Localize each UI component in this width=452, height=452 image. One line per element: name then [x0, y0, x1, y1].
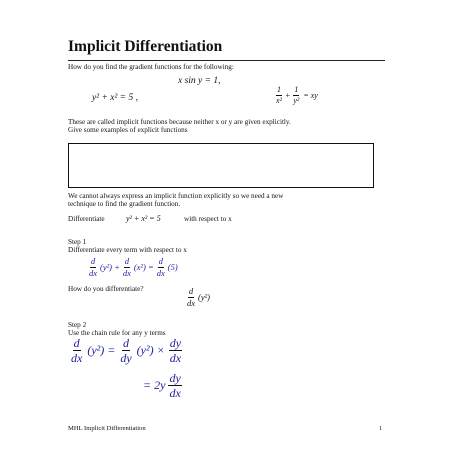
fraction-denominator: dx — [169, 351, 182, 365]
explanation-line-2: technique to find the gradient function. — [68, 200, 181, 208]
operator-numerator: d — [123, 336, 129, 350]
answer-box[interactable] — [68, 143, 374, 188]
fraction-numerator: 1 — [276, 85, 281, 94]
operator-numerator: d — [90, 256, 96, 266]
differentiate-wrt: with respect to x — [184, 215, 232, 223]
differentiate-equation: y² + x² = 5 — [126, 214, 161, 223]
differentiate-label: Differentiate — [68, 215, 105, 223]
explanation-line-1: We cannot always express an implicit function explicitly so we need a new — [68, 192, 284, 200]
step1-term-1: (y²) + — [100, 262, 120, 272]
equation-circle: y² + x² = 5 , — [92, 93, 138, 103]
step2-term-2: (y²) × — [136, 343, 165, 357]
step2-equation — [70, 337, 182, 364]
operator-numerator: d — [158, 256, 163, 266]
operator-denominator: dx — [71, 351, 83, 365]
fraction-1-over-x2 — [275, 86, 283, 105]
equation-reciprocals — [275, 86, 318, 105]
operator-denominator: dy — [120, 351, 132, 365]
operator-denominator: dx — [156, 267, 165, 278]
derivative-operator — [88, 257, 98, 277]
step2-text: Use the chain rule for any y terms — [68, 329, 166, 337]
derivative-operator — [119, 337, 132, 364]
derivative-operator — [186, 287, 196, 307]
dy-dx-fraction — [169, 337, 182, 364]
how-differentiate-question: How do you differentiate? — [68, 285, 144, 293]
step2-term-1: (y²) = — [87, 343, 116, 357]
derivative-operator — [70, 337, 83, 364]
implicit-explanation-line-1: These are called implicit functions because neither x or y are given explicitly. — [68, 118, 291, 126]
footer-page-number: 1 — [379, 425, 383, 432]
operator-denominator: dx — [187, 297, 196, 308]
page-title: Implicit Differentiation — [68, 38, 223, 55]
step1-term-3: (5) — [167, 262, 178, 272]
operator-numerator: d — [124, 256, 130, 266]
fraction-denominator: y² — [293, 96, 300, 105]
implicit-explanation-line-2: Give some examples of explicit functions — [68, 126, 188, 134]
dy-dx-fraction — [168, 372, 181, 399]
step2-result — [143, 372, 182, 399]
step1-text: Differentiate every term with respect to x — [68, 246, 187, 254]
derivative-operator — [122, 257, 132, 277]
footer-document-name: MHL Implicit Differentiation — [68, 425, 146, 432]
operator-numerator: d — [73, 336, 80, 350]
operator-numerator: d — [188, 286, 194, 296]
fraction-numerator: dy — [169, 336, 182, 350]
fraction-numerator: dy — [169, 371, 181, 385]
derivative-operator — [156, 257, 166, 277]
how-term-body: (y²) — [198, 292, 211, 302]
question-gradient-functions: How do you find the gradient functions for the following: — [68, 63, 234, 71]
step1-equation — [88, 257, 178, 277]
step1-term-2: (x²) = — [133, 262, 154, 272]
step1-label: Step 1 — [68, 238, 87, 246]
fraction-denominator: dx — [169, 386, 181, 400]
fraction-1-over-y2 — [292, 86, 300, 105]
title-underline — [68, 60, 385, 61]
equation-rhs: = xy — [303, 91, 318, 100]
fraction-numerator: 1 — [294, 85, 299, 94]
how-term — [186, 287, 210, 307]
step2-result-prefix: = 2y — [143, 378, 166, 392]
equation-xsiny: x sin y = 1, — [178, 76, 221, 86]
operator-denominator: dx — [122, 267, 131, 278]
step2-label: Step 2 — [68, 321, 87, 329]
operator-denominator: dx — [89, 267, 98, 278]
fraction-denominator: x² — [276, 96, 282, 105]
plus-sign: + — [284, 91, 291, 100]
